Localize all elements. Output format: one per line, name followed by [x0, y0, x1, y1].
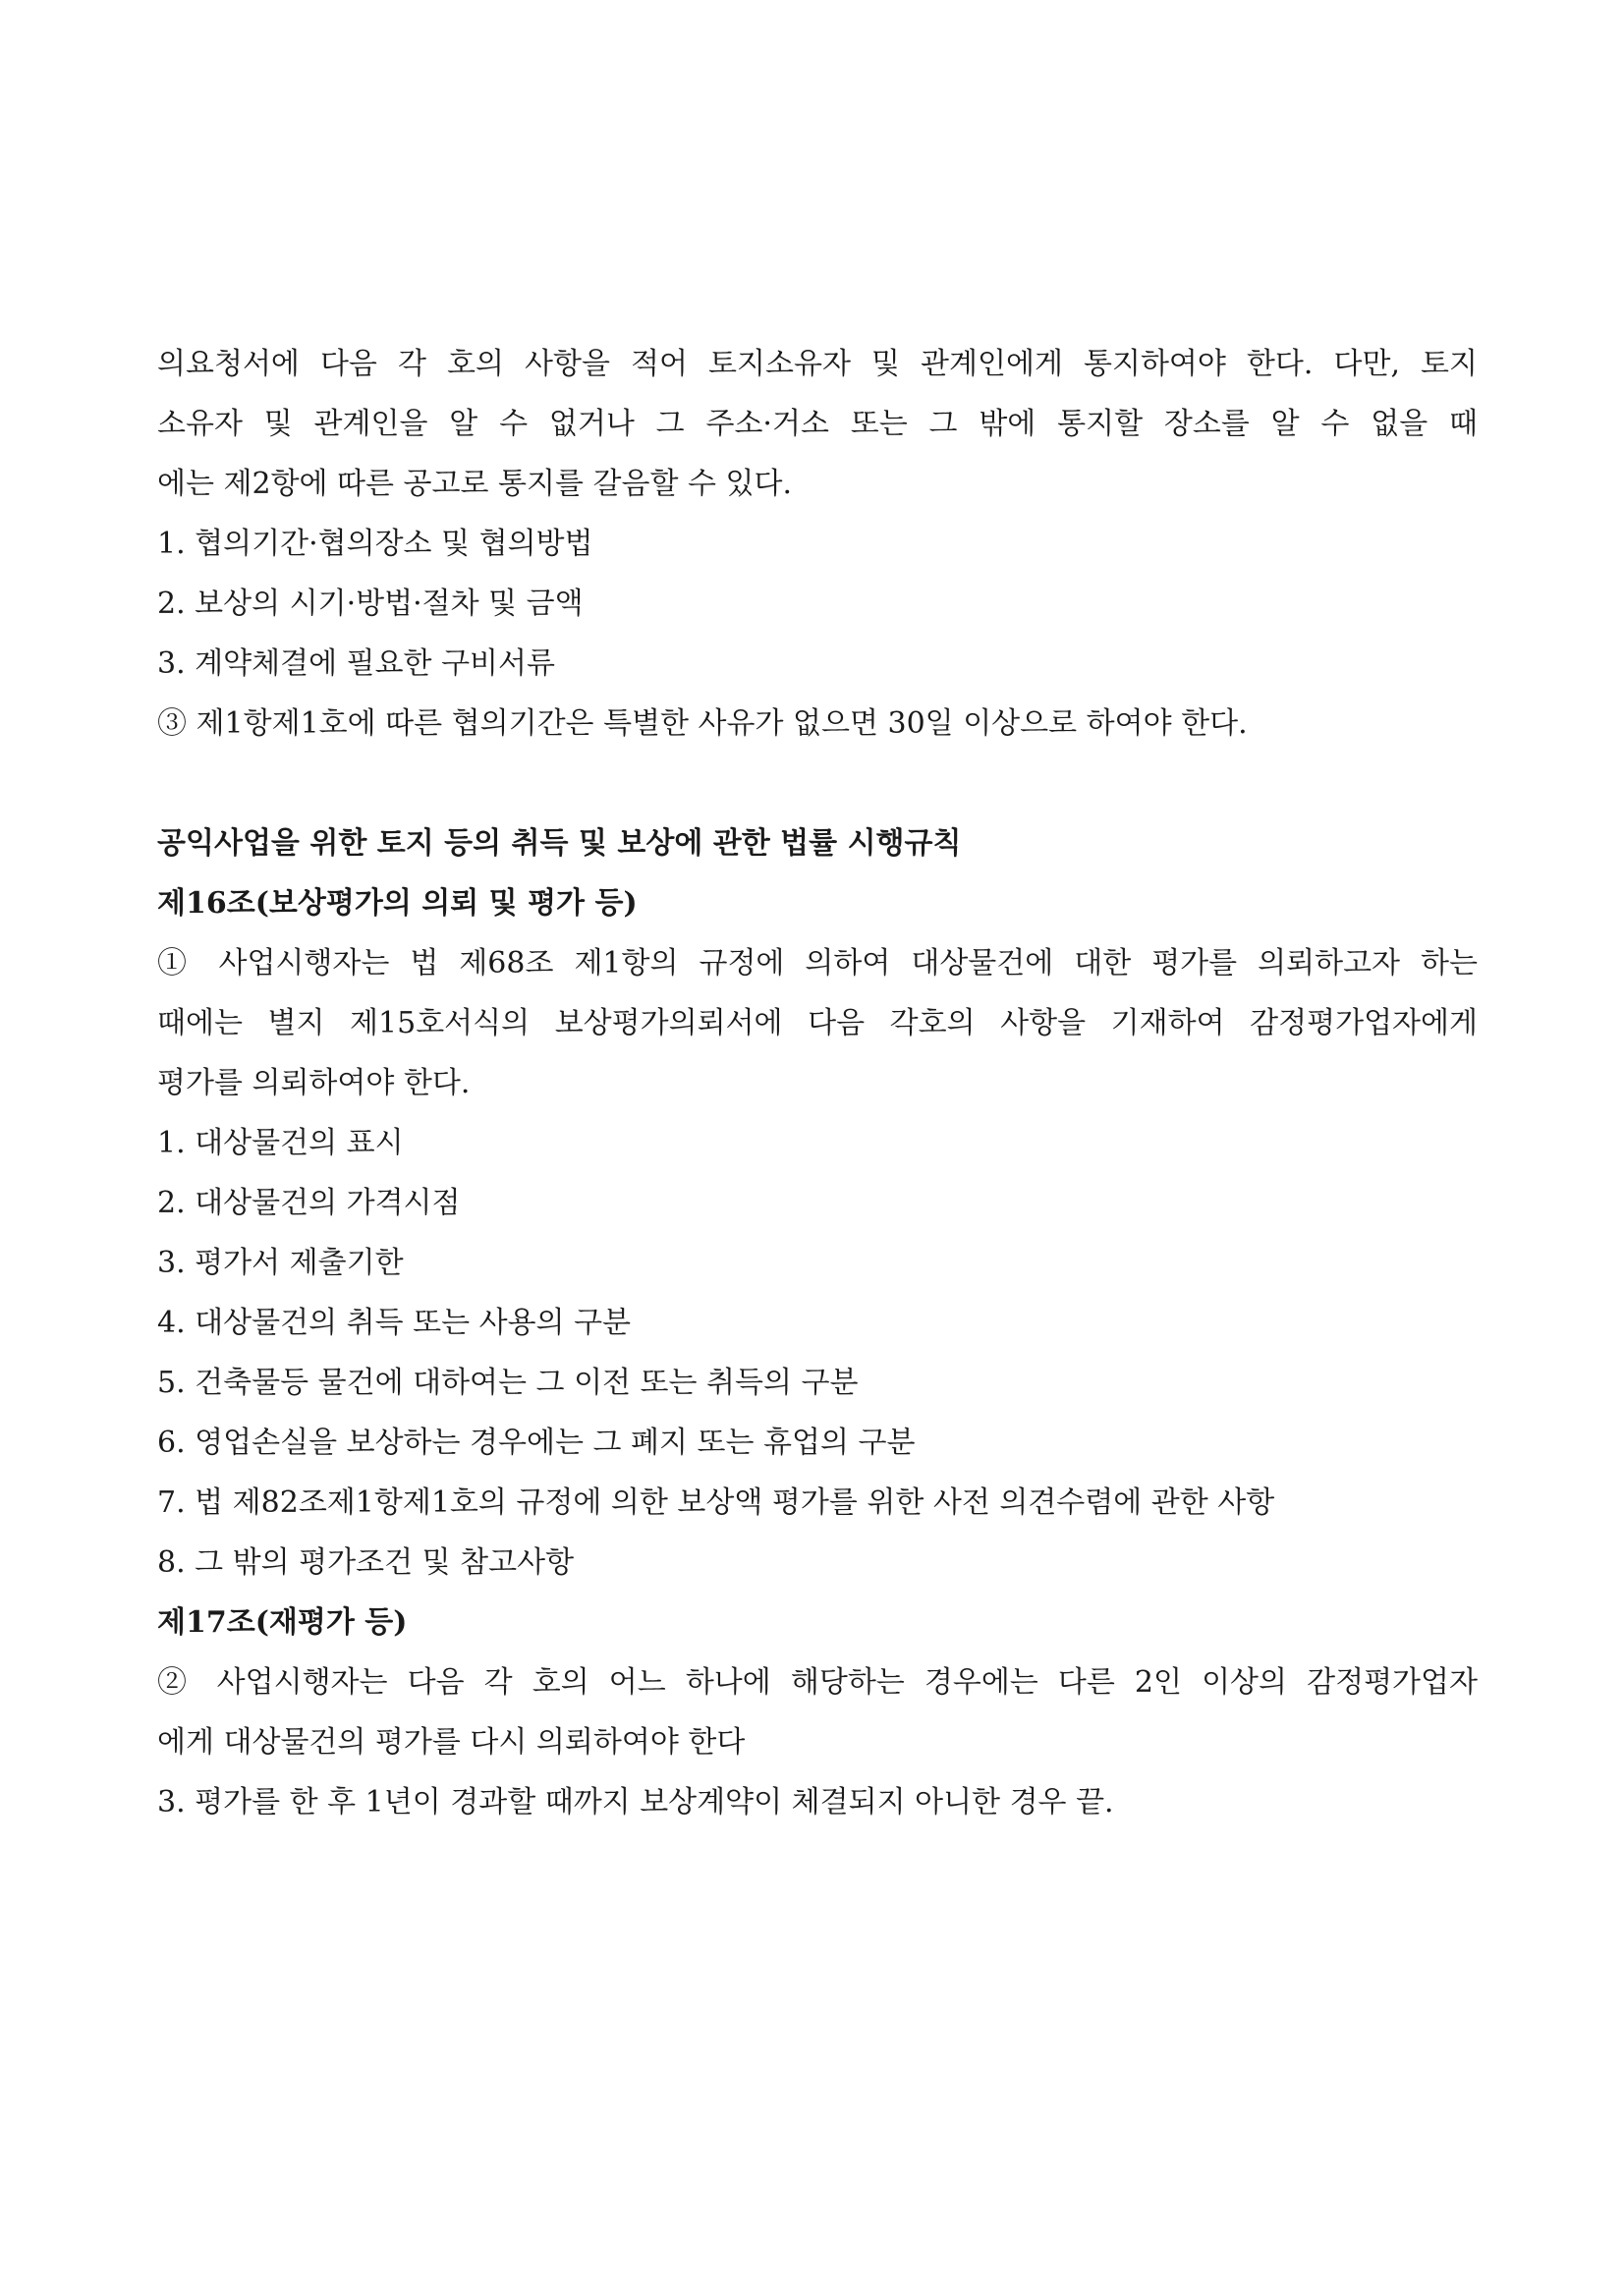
article-17-item-3: 3. 평가를 한 후 1년이 경과할 때까지 보상계약이 체결되지 아니한 경우 끝.: [157, 1785, 1114, 1820]
article-16-title: 제16조(보상평가의 의뢰 및 평가 등): [157, 886, 638, 921]
clause-3: ③ 제1항제1호에 따른 협의기간은 특별한 사유가 없으면 30일 이상으로 하여야 한다.: [157, 706, 1248, 741]
paragraph-line: 의요청서에 다음 각 호의 사항을 적어 토지소유자 및 관계인에게 통지하여야 한다. 다만, 토지: [157, 347, 1478, 381]
law-title: 공익사업을 위한 토지 등의 취득 및 보상에 관한 법률 시행규칙: [157, 826, 962, 861]
article-16-paragraph: [157, 933, 1478, 1113]
list-item: 1. 협의기간·협의장소 및 협의방법: [157, 527, 593, 561]
paragraph-line: 때에는 별지 제15호서식의 보상평가의뢰서에 다음 각호의 사항을 기재하여 감정평가업자에게: [157, 1006, 1478, 1040]
list-item: 1. 대상물건의 표시: [157, 1126, 404, 1160]
paragraph-line: 평가를 의뢰하여야 한다.: [157, 1066, 471, 1100]
paragraph-line: 소유자 및 관계인을 알 수 없거나 그 주소·거소 또는 그 밖에 통지할 장소를 알 수 없을 때: [157, 407, 1478, 441]
article-17-paragraph: [157, 1652, 1478, 1772]
list-item: 2. 대상물건의 가격시점: [157, 1186, 461, 1220]
notice-item-list: [157, 514, 1478, 694]
list-item: 2. 보상의 시기·방법·절차 및 금액: [157, 587, 584, 621]
list-item: 8. 그 밖의 평가조건 및 참고사항: [157, 1545, 575, 1580]
list-item: 3. 평가서 제출기한: [157, 1246, 404, 1280]
section-spacer: [157, 754, 1478, 813]
list-item: 5. 건축물등 물건에 대하여는 그 이전 또는 취득의 구분: [157, 1366, 859, 1400]
paragraph-line: ② 사업시행자는 다음 각 호의 어느 하나에 해당하는 경우에는 다른 2인 이상의 감정평가업자: [157, 1665, 1478, 1700]
list-item: 6. 영업손실을 보상하는 경우에는 그 폐지 또는 휴업의 구분: [157, 1426, 916, 1460]
list-item: 4. 대상물건의 취득 또는 사용의 구분: [157, 1306, 632, 1340]
paragraph-line: ① 사업시행자는 법 제68조 제1항의 규정에 의하여 대상물건에 대한 평가를 의뢰하고자 하는: [157, 946, 1478, 980]
list-item: 7. 법 제82조제1항제1호의 규정에 의한 보상액 평가를 위한 사전 의견수렴에 관한 사항: [157, 1485, 1275, 1520]
paragraph-line: 에는 제2항에 따른 공고로 통지를 갈음할 수 있다.: [157, 467, 792, 501]
article-17-title: 제17조(재평가 등): [157, 1605, 408, 1640]
paragraph-line: 에게 대상물건의 평가를 다시 의뢰하여야 한다: [157, 1725, 746, 1760]
list-item: 3. 계약체결에 필요한 구비서류: [157, 646, 555, 681]
article-16-item-list: [157, 1113, 1478, 1593]
section-notice-paragraph: [157, 334, 1478, 514]
document-page: [157, 334, 1478, 1832]
